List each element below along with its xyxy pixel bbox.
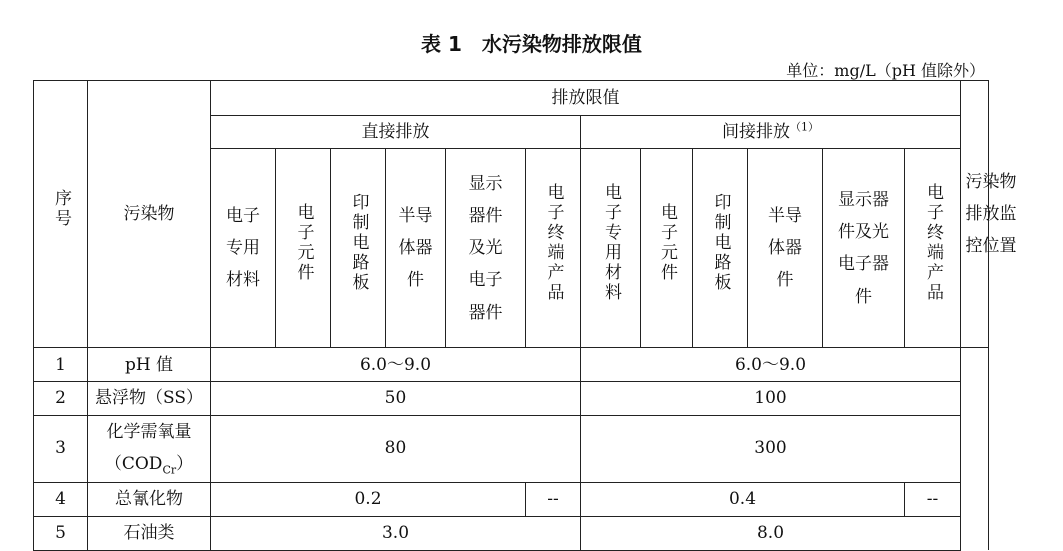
header-seq: 序号	[34, 81, 88, 348]
cat-direct-6: 电子终端产品	[526, 149, 581, 348]
emission-limits-table	[33, 80, 1017, 551]
unit-note: 单位：mg/L（pH 值除外）	[786, 61, 985, 80]
cat-indirect-5: 显示器件及光电子器件	[823, 149, 905, 348]
row-direct-value: 6.0～9.0	[211, 348, 581, 382]
header-limits: 排放限值	[211, 81, 961, 116]
table-title: 表 1 水污染物排放限值	[421, 32, 642, 56]
row-pollutant: 石油类	[88, 516, 211, 550]
table-row	[34, 415, 989, 482]
row-pollutant: 化学需氧量 $(COD_{Cr})$	[88, 415, 211, 482]
table-row	[34, 348, 989, 382]
row-pollutant: 悬浮物（SS）	[88, 382, 211, 415]
cat-direct-5: 显示器件及光电子器件	[446, 149, 526, 348]
row-indirect-value: 0.4	[581, 482, 905, 516]
header-pollutant: 污染物	[88, 81, 211, 348]
row-no: 5	[34, 516, 88, 550]
row-indirect-value: 8.0	[581, 516, 961, 550]
header-indirect: 间接排放$^{(1)}$	[581, 116, 961, 149]
row-no: 2	[34, 382, 88, 415]
cat-direct-2: 电子元件	[276, 149, 331, 348]
row-indirect-terminal-value: --	[905, 482, 961, 516]
cat-indirect-2: 电子元件	[641, 149, 693, 348]
row-direct-value: 0.2	[211, 482, 526, 516]
cat-direct-1: 电子专用材料	[211, 149, 276, 348]
table-row	[34, 382, 989, 415]
header-direct: 直接排放	[211, 116, 581, 149]
cat-direct-4: 半导体器件	[386, 149, 446, 348]
row-indirect-value: 300	[581, 415, 961, 482]
cat-indirect-6: 电子终端产品	[905, 149, 961, 348]
row-no: 3	[34, 415, 88, 482]
row-direct-value: 3.0	[211, 516, 581, 550]
row-no: 1	[34, 348, 88, 382]
table-row	[34, 482, 989, 516]
monitor-cell	[961, 348, 989, 550]
cat-direct-3: 印制电路板	[331, 149, 386, 348]
row-direct-terminal-value: --	[526, 482, 581, 516]
table-row	[34, 516, 989, 550]
cat-indirect-4: 半导体器件	[748, 149, 823, 348]
row-pollutant: 总氰化物	[88, 482, 211, 516]
header-monitor: 污染物排放监控位置	[961, 81, 989, 348]
cat-indirect-1: 电子专用材料	[581, 149, 641, 348]
row-direct-value: 80	[211, 415, 581, 482]
row-pollutant: pH 值	[88, 348, 211, 382]
row-direct-value: 50	[211, 382, 581, 415]
row-indirect-value: 100	[581, 382, 961, 415]
row-no: 4	[34, 482, 88, 516]
row-indirect-value: 6.0～9.0	[581, 348, 961, 382]
cat-indirect-3: 印制电路板	[693, 149, 748, 348]
